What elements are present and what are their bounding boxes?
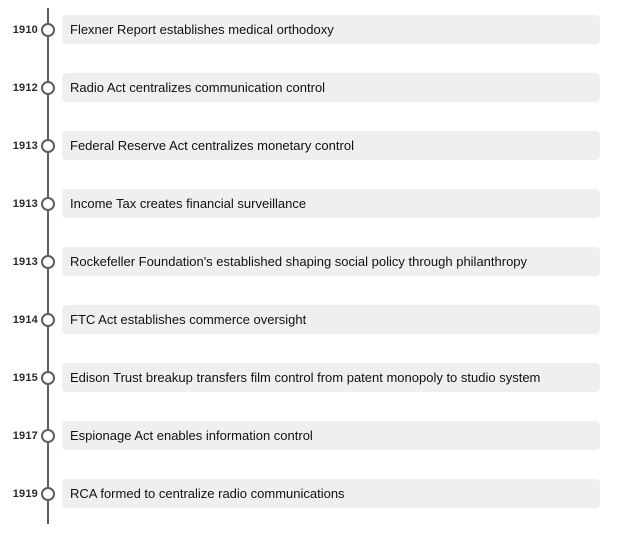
timeline-event-row <box>0 479 620 508</box>
timeline-node-icon <box>41 81 55 95</box>
event-card <box>62 363 600 392</box>
event-label: Rockefeller Foundation's established shaping social policy through philanthropy <box>70 254 528 269</box>
timeline-node-icon <box>41 255 55 269</box>
event-card <box>62 247 600 276</box>
event-year: 1912 <box>12 81 38 94</box>
event-card <box>62 131 600 160</box>
event-year: 1914 <box>12 313 38 326</box>
event-year: 1910 <box>12 23 38 36</box>
event-year: 1917 <box>12 429 38 442</box>
event-year: 1919 <box>12 487 38 500</box>
timeline-event-row <box>0 131 620 160</box>
event-year: 1913 <box>12 139 38 152</box>
event-label: Radio Act centralizes communication control <box>70 80 326 95</box>
event-label: Income Tax creates financial surveillance <box>70 196 307 211</box>
event-label: Edison Trust breakup transfers film control from patent monopoly to studio system <box>70 370 541 385</box>
event-card <box>62 421 600 450</box>
event-label: RCA formed to centralize radio communications <box>70 486 345 501</box>
timeline-event-row <box>0 189 620 218</box>
event-label: Federal Reserve Act centralizes monetary control <box>70 138 354 153</box>
timeline-node-icon <box>41 23 55 37</box>
timeline-node-icon <box>41 371 55 385</box>
timeline-node-icon <box>41 487 55 501</box>
timeline-event-row <box>0 247 620 276</box>
timeline-event-row <box>0 305 620 334</box>
event-year: 1913 <box>12 197 38 210</box>
timeline-event-row <box>0 15 620 44</box>
event-label: FTC Act establishes commerce oversight <box>70 312 307 327</box>
event-year: 1915 <box>12 371 38 384</box>
timeline-event-row <box>0 363 620 392</box>
timeline-node-icon <box>41 139 55 153</box>
event-card <box>62 305 600 334</box>
event-label: Flexner Report establishes medical orthodoxy <box>70 22 334 37</box>
timeline-event-row <box>0 73 620 102</box>
event-label: Espionage Act enables information control <box>70 428 313 443</box>
event-card <box>62 189 600 218</box>
event-card <box>62 73 600 102</box>
event-card <box>62 479 600 508</box>
timeline-event-row <box>0 421 620 450</box>
timeline-node-icon <box>41 313 55 327</box>
timeline-node-icon <box>41 197 55 211</box>
timeline-node-icon <box>41 429 55 443</box>
event-card <box>62 15 600 44</box>
event-year: 1913 <box>12 255 38 268</box>
